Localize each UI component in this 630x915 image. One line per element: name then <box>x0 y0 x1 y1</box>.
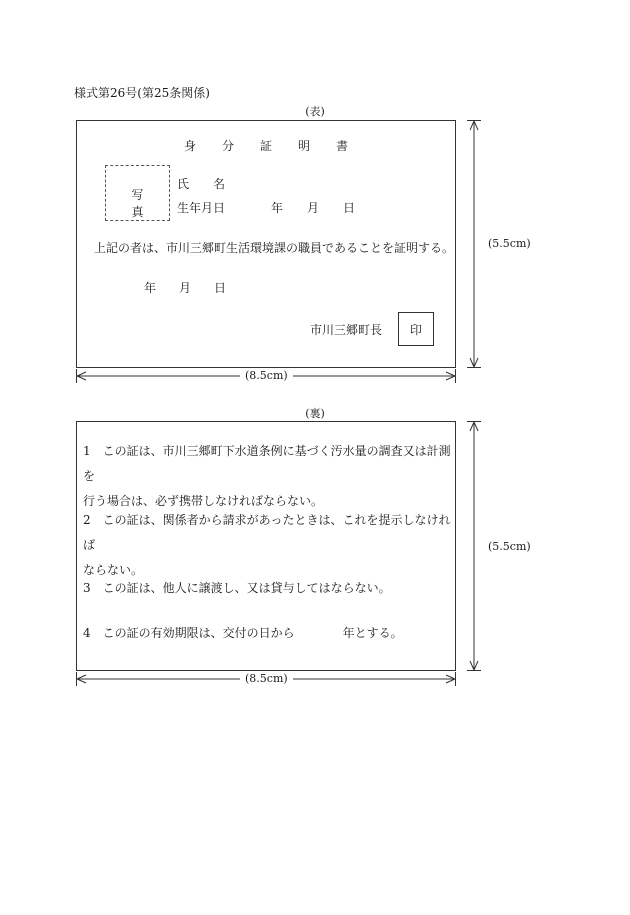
back-width-label: (8.5cm) <box>240 672 293 685</box>
back-side-label: (裏) <box>305 407 325 420</box>
front-width-label: (8.5cm) <box>240 369 293 382</box>
front-side-label: (表) <box>305 105 325 118</box>
front-height-label: (5.5cm) <box>488 237 531 250</box>
issuer-title: 市川三郷町長 <box>310 323 383 337</box>
item-text: この証は、市川三郷町下水道条例に基づく汚水量の調査又は計測を <box>83 444 451 483</box>
issue-month-label: 月 <box>179 281 192 295</box>
item-number: 4 <box>83 626 91 640</box>
item-text: この証は、関係者から請求があったときは、これを提示しなければ <box>83 513 451 552</box>
list-item <box>83 508 453 583</box>
photo-box <box>105 165 170 221</box>
item-text: この証は、他人に譲渡し、又は貸与してはならない。 <box>102 581 391 595</box>
item-text: 行う場合は、必ず携帯しなければならない。 <box>83 494 324 508</box>
front-card <box>76 120 456 368</box>
card-title: 身分証明書 <box>183 139 374 153</box>
certification-text: 上記の者は、市川三郷町生活環境課の職員であることを証明する。 <box>94 241 455 255</box>
list-item <box>83 576 453 601</box>
birth-day-label: 日 <box>343 201 356 215</box>
item-number: 1 <box>83 444 91 458</box>
item-number: 2 <box>83 513 91 527</box>
back-card <box>76 421 456 671</box>
name-label: 氏 名 <box>177 177 226 191</box>
photo-label: 写真 <box>131 188 164 219</box>
item-text: ならない。 <box>83 563 144 577</box>
issue-day-label: 日 <box>214 281 227 295</box>
seal-box: 印 <box>398 312 434 346</box>
issue-year-label: 年 <box>144 281 157 295</box>
item-number: 3 <box>83 581 91 595</box>
list-item <box>83 621 453 646</box>
birth-month-label: 月 <box>307 201 320 215</box>
front-height-dimension <box>467 120 481 368</box>
list-item <box>83 439 453 514</box>
back-height-label: (5.5cm) <box>488 540 531 553</box>
birthdate-label: 生年月日 <box>177 201 226 215</box>
back-height-dimension <box>467 421 481 671</box>
item-text: この証の有効期限は、交付の日から 年とする。 <box>102 626 403 640</box>
form-number: 様式第26号(第25条関係) <box>74 86 210 100</box>
birth-year-label: 年 <box>271 201 284 215</box>
